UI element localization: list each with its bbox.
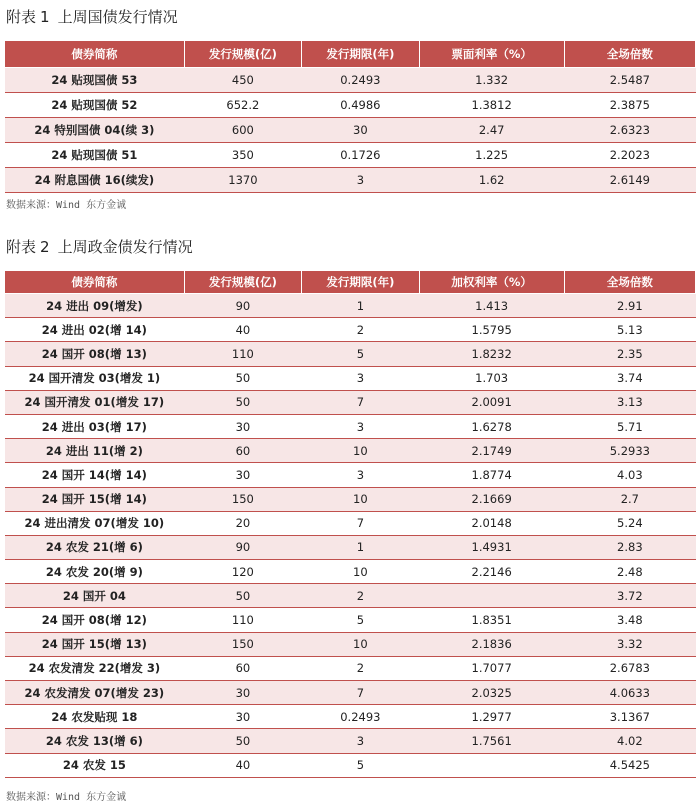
cell-bond-name: 24 国开 08(增 12) — [5, 608, 185, 632]
cell-term: 30 — [302, 118, 419, 143]
cell-rate: 1.2977 — [419, 705, 564, 729]
cell-term: 3 — [302, 168, 419, 193]
cell-rate: 1.703 — [419, 366, 564, 390]
cell-bond-name: 24 国开 08(增 13) — [5, 342, 185, 366]
cell-rate — [419, 753, 564, 777]
cell-issue-size: 30 — [184, 705, 301, 729]
cell-bond-name: 24 进出 03(增 17) — [5, 414, 185, 438]
cell-issue-size: 60 — [184, 439, 301, 463]
cell-rate: 1.5795 — [419, 318, 564, 342]
cell-bond-name: 24 农发 20(增 9) — [5, 560, 185, 584]
cell-bond-name: 24 国开 15(增 13) — [5, 632, 185, 656]
cell-issue-size: 40 — [184, 753, 301, 777]
cell-bid-cover: 2.35 — [564, 342, 695, 366]
cell-term: 2 — [302, 318, 419, 342]
cell-term: 1 — [302, 535, 419, 559]
cell-issue-size: 50 — [184, 366, 301, 390]
cell-bond-name: 24 国开 04 — [5, 584, 185, 608]
table2-title-num: 2 — [40, 238, 50, 256]
cell-issue-size: 110 — [184, 342, 301, 366]
cell-issue-size: 20 — [184, 511, 301, 535]
cell-bond-name: 24 进出清发 07(增发 10) — [5, 511, 185, 535]
cell-issue-size: 350 — [184, 143, 301, 168]
col-header-bond-name: 债券简称 — [5, 41, 185, 68]
cell-rate: 1.62 — [419, 168, 564, 193]
cell-issue-size: 1370 — [184, 168, 301, 193]
cell-rate: 1.8351 — [419, 608, 564, 632]
cell-bid-cover: 2.83 — [564, 535, 695, 559]
table-header-row — [5, 41, 696, 68]
cell-bond-name: 24 农发贴现 18 — [5, 705, 185, 729]
cell-term: 7 — [302, 681, 419, 705]
col-header-coupon-rate: 票面利率（%） — [419, 41, 564, 68]
treasury-issuance-table — [4, 40, 696, 193]
col-header-issue-size: 发行规模(亿) — [184, 271, 301, 294]
cell-bid-cover: 5.13 — [564, 318, 695, 342]
cell-issue-size: 150 — [184, 487, 301, 511]
cell-term: 0.4986 — [302, 93, 419, 118]
cell-bond-name: 24 农发 21(增 6) — [5, 535, 185, 559]
cell-rate: 2.1749 — [419, 439, 564, 463]
cell-term: 5 — [302, 753, 419, 777]
cell-rate: 2.0325 — [419, 681, 564, 705]
cell-issue-size: 50 — [184, 390, 301, 414]
table1-title — [6, 6, 178, 27]
cell-issue-size: 600 — [184, 118, 301, 143]
table-row — [5, 511, 696, 535]
cell-term: 5 — [302, 342, 419, 366]
cell-rate: 1.3812 — [419, 93, 564, 118]
table-row — [5, 93, 696, 118]
cell-rate: 1.332 — [419, 68, 564, 93]
cell-bid-cover: 4.0633 — [564, 681, 695, 705]
cell-bond-name: 24 农发清发 07(增发 23) — [5, 681, 185, 705]
table-row — [5, 390, 696, 414]
cell-issue-size: 60 — [184, 656, 301, 680]
table1-source: 数据来源：Wind 东方金诚 — [6, 200, 127, 211]
table-row — [5, 608, 696, 632]
table2-source: 数据来源：Wind 东方金诚 — [6, 792, 127, 803]
col-header-bid-cover: 全场倍数 — [564, 41, 695, 68]
table-row — [5, 414, 696, 438]
cell-bid-cover: 2.5487 — [564, 68, 695, 93]
cell-bond-name: 24 贴现国债 53 — [5, 68, 185, 93]
cell-rate: 2.2146 — [419, 560, 564, 584]
cell-bond-name: 24 农发 13(增 6) — [5, 729, 185, 753]
table-row — [5, 535, 696, 559]
cell-rate: 2.1669 — [419, 487, 564, 511]
cell-term: 3 — [302, 414, 419, 438]
table-row — [5, 705, 696, 729]
cell-bond-name: 24 国开 14(增 14) — [5, 463, 185, 487]
cell-bid-cover: 2.2023 — [564, 143, 695, 168]
cell-bid-cover: 2.6323 — [564, 118, 695, 143]
cell-term: 10 — [302, 560, 419, 584]
cell-issue-size: 30 — [184, 681, 301, 705]
cell-bond-name: 24 进出 11(增 2) — [5, 439, 185, 463]
table2-title — [6, 236, 193, 257]
cell-bond-name: 24 农发清发 22(增发 3) — [5, 656, 185, 680]
cell-bid-cover: 3.13 — [564, 390, 695, 414]
cell-bid-cover: 2.6149 — [564, 168, 695, 193]
cell-rate: 1.4931 — [419, 535, 564, 559]
cell-bid-cover: 2.6783 — [564, 656, 695, 680]
cell-rate: 1.6278 — [419, 414, 564, 438]
cell-bid-cover: 2.3875 — [564, 93, 695, 118]
cell-term: 10 — [302, 439, 419, 463]
policy-bank-issuance-table — [4, 270, 696, 778]
col-header-issue-size: 发行规模(亿) — [184, 41, 301, 68]
cell-bid-cover: 3.32 — [564, 632, 695, 656]
cell-bid-cover: 4.5425 — [564, 753, 695, 777]
cell-bond-name: 24 贴现国债 52 — [5, 93, 185, 118]
cell-term: 7 — [302, 390, 419, 414]
table1-title-prefix: 附表 — [6, 8, 37, 26]
cell-bid-cover: 3.74 — [564, 366, 695, 390]
cell-bid-cover: 5.2933 — [564, 439, 695, 463]
cell-issue-size: 652.2 — [184, 93, 301, 118]
cell-term: 1 — [302, 294, 419, 318]
cell-rate: 1.7077 — [419, 656, 564, 680]
cell-term: 3 — [302, 463, 419, 487]
cell-issue-size: 120 — [184, 560, 301, 584]
cell-bid-cover: 2.7 — [564, 487, 695, 511]
table-row — [5, 656, 696, 680]
cell-term: 0.1726 — [302, 143, 419, 168]
cell-term: 10 — [302, 487, 419, 511]
cell-bond-name: 24 附息国债 16(续发) — [5, 168, 185, 193]
cell-issue-size: 30 — [184, 463, 301, 487]
table-row — [5, 168, 696, 193]
cell-term: 3 — [302, 366, 419, 390]
cell-term: 3 — [302, 729, 419, 753]
cell-term: 2 — [302, 584, 419, 608]
table-row — [5, 118, 696, 143]
cell-term: 2 — [302, 656, 419, 680]
table-row — [5, 463, 696, 487]
table-row — [5, 318, 696, 342]
cell-bid-cover: 2.48 — [564, 560, 695, 584]
table-row — [5, 439, 696, 463]
cell-bid-cover: 5.24 — [564, 511, 695, 535]
cell-issue-size: 90 — [184, 294, 301, 318]
table2-title-prefix: 附表 — [6, 238, 37, 256]
col-header-bid-cover: 全场倍数 — [564, 271, 695, 294]
cell-issue-size: 40 — [184, 318, 301, 342]
table-row — [5, 729, 696, 753]
cell-bond-name: 24 进出 09(增发) — [5, 294, 185, 318]
cell-rate: 2.47 — [419, 118, 564, 143]
cell-rate: 2.1836 — [419, 632, 564, 656]
col-header-weighted-rate: 加权利率（%） — [419, 271, 564, 294]
cell-rate: 2.0091 — [419, 390, 564, 414]
cell-issue-size: 110 — [184, 608, 301, 632]
cell-term: 0.2493 — [302, 705, 419, 729]
cell-bid-cover: 4.02 — [564, 729, 695, 753]
table-header-row — [5, 271, 696, 294]
table-row — [5, 143, 696, 168]
table-row — [5, 753, 696, 777]
cell-issue-size: 50 — [184, 584, 301, 608]
cell-bond-name: 24 贴现国债 51 — [5, 143, 185, 168]
cell-rate — [419, 584, 564, 608]
table1-title-num: 1 — [40, 8, 50, 26]
cell-bid-cover: 2.91 — [564, 294, 695, 318]
cell-bid-cover: 3.1367 — [564, 705, 695, 729]
cell-bond-name: 24 进出 02(增 14) — [5, 318, 185, 342]
cell-rate: 1.413 — [419, 294, 564, 318]
cell-issue-size: 90 — [184, 535, 301, 559]
cell-bid-cover: 3.72 — [564, 584, 695, 608]
cell-issue-size: 50 — [184, 729, 301, 753]
table2-title-text: 上周政金债发行情况 — [57, 238, 193, 256]
table-row — [5, 632, 696, 656]
table-row — [5, 584, 696, 608]
table-row — [5, 487, 696, 511]
table1-title-text: 上周国债发行情况 — [57, 8, 178, 26]
cell-term: 7 — [302, 511, 419, 535]
cell-term: 5 — [302, 608, 419, 632]
cell-bond-name: 24 国开 15(增 14) — [5, 487, 185, 511]
table-row — [5, 68, 696, 93]
cell-rate: 2.0148 — [419, 511, 564, 535]
cell-rate: 1.8774 — [419, 463, 564, 487]
table-row — [5, 342, 696, 366]
cell-rate: 1.8232 — [419, 342, 564, 366]
cell-issue-size: 450 — [184, 68, 301, 93]
cell-bond-name: 24 特别国债 04(续 3) — [5, 118, 185, 143]
table-row — [5, 560, 696, 584]
col-header-term: 发行期限(年) — [302, 271, 419, 294]
cell-bond-name: 24 国开清发 03(增发 1) — [5, 366, 185, 390]
cell-bond-name: 24 农发 15 — [5, 753, 185, 777]
table-row — [5, 366, 696, 390]
cell-bid-cover: 5.71 — [564, 414, 695, 438]
table-row — [5, 294, 696, 318]
cell-bond-name: 24 国开清发 01(增发 17) — [5, 390, 185, 414]
cell-rate: 1.7561 — [419, 729, 564, 753]
cell-issue-size: 150 — [184, 632, 301, 656]
col-header-term: 发行期限(年) — [302, 41, 419, 68]
cell-rate: 1.225 — [419, 143, 564, 168]
col-header-bond-name: 债券简称 — [5, 271, 185, 294]
cell-bid-cover: 4.03 — [564, 463, 695, 487]
cell-term: 0.2493 — [302, 68, 419, 93]
cell-issue-size: 30 — [184, 414, 301, 438]
cell-term: 10 — [302, 632, 419, 656]
cell-bid-cover: 3.48 — [564, 608, 695, 632]
table-row — [5, 681, 696, 705]
